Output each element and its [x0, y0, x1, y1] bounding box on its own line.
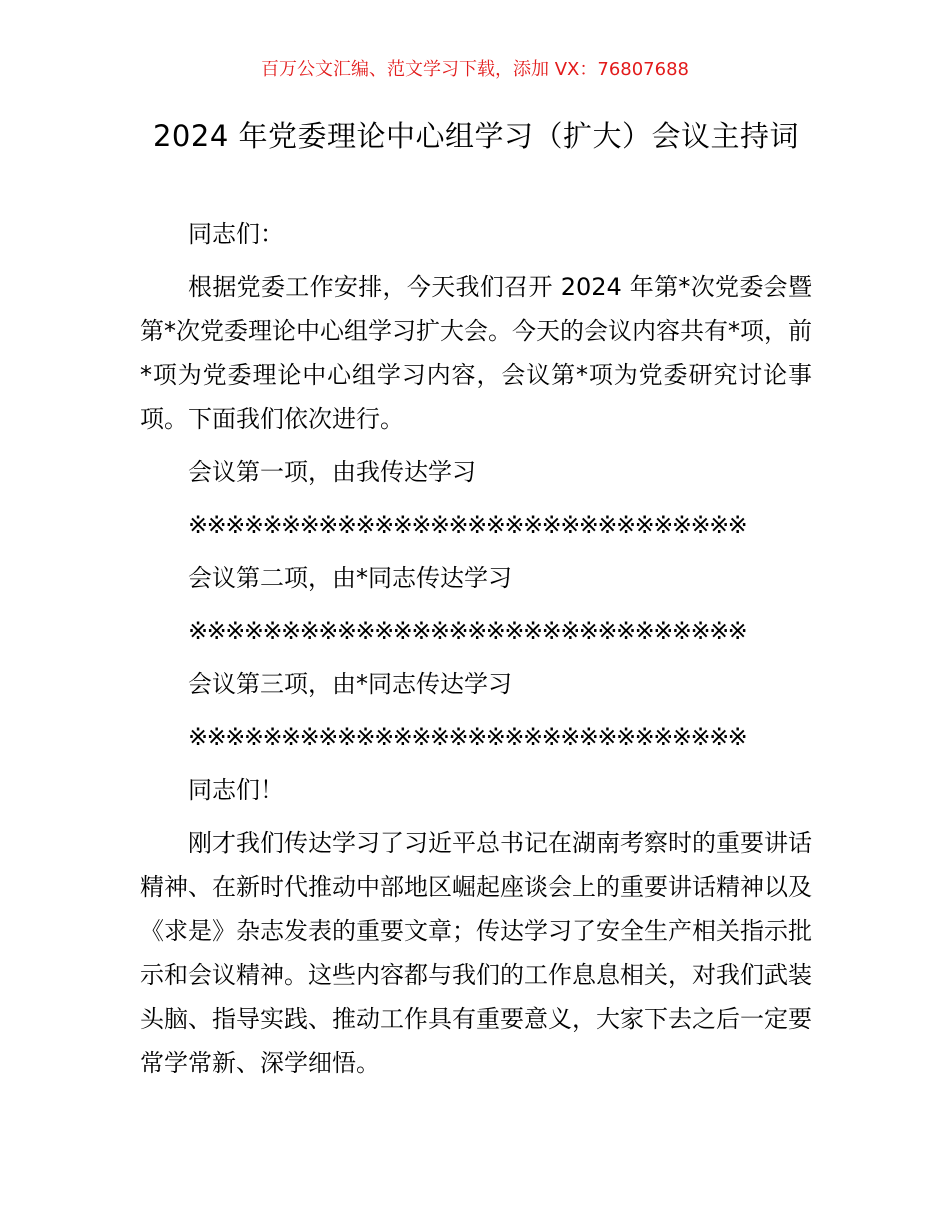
agenda-item-3: 会议第三项，由*同志传达学习	[188, 670, 512, 698]
placeholder-line-3: ※※※※※※※※※※※※※※※※※※※※※※※※※※※※※※	[188, 723, 747, 751]
greeting-paragraph-2: 同志们！	[188, 776, 284, 804]
placeholder-line-1: ※※※※※※※※※※※※※※※※※※※※※※※※※※※※※※	[188, 511, 747, 539]
summary-paragraph: 刚才我们传达学习了习近平总书记在湖南考察时的重要讲话精神、在新时代推动中部地区崛起座谈会上的重要讲话精神以及《求是》杂志发表的重要文章；传达学习了安全生产相关指示批示和会议精神。这些内容都与我们的工作息息相关，对我们武装头脑、指导实践、推动工作具有重要意义，大家下去之后一定要常学常新、深学细悟。	[140, 829, 812, 1077]
intro-paragraph: 根据党委工作安排，今天我们召开 2024 年第*次党委会暨第*次党委理论中心组学习扩大会。今天的会议内容共有*项，前*项为党委理论中心组学习内容，会议第*项为党委研究讨论事项。下面我们依次进行。	[140, 273, 812, 433]
document-body	[140, 212, 812, 1094]
document-title: 2024 年党委理论中心组学习（扩大）会议主持词	[152, 119, 800, 153]
agenda-item-2: 会议第二项，由*同志传达学习	[188, 564, 512, 592]
watermark-header: 百万公文汇编、范文学习下载，添加 VX：76807688	[261, 59, 689, 80]
greeting-paragraph: 同志们：	[188, 220, 284, 248]
agenda-item-1: 会议第一项，由我传达学习	[188, 458, 476, 486]
placeholder-line-2: ※※※※※※※※※※※※※※※※※※※※※※※※※※※※※※	[188, 617, 747, 645]
